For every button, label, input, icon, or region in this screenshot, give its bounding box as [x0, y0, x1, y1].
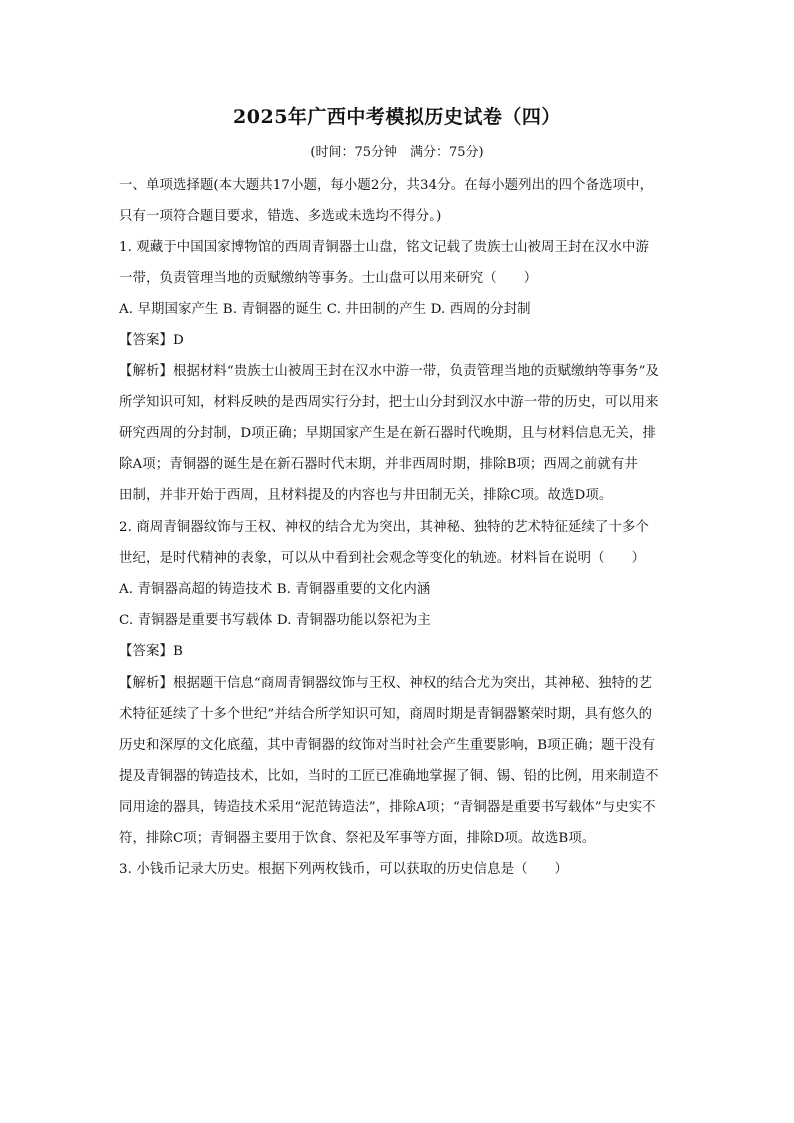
question-answer: 【答案】D — [119, 333, 184, 348]
question-stem-line: 3. 小钱币记录大历史。根据下列两枚钱币，可以获取的历史信息是（ ） — [119, 862, 569, 877]
question-explanation-line: 术特征延续了十多个世纪”并结合所学知识可知，商周时期是青铜器繁荣时期，具有悠久的 — [119, 707, 653, 722]
question-explanation-line: 符，排除C项；青铜器主要用于饮食、祭祀及军事等方面，排除D项。故选B项。 — [119, 831, 596, 846]
question-explanation-line: 所学知识可知，材料反映的是西周实行分封，把士山分封到汉水中游一带的历史，可以用来 — [119, 395, 659, 410]
question-explanation-line: 研究西周的分封制，D项正确；早期国家产生是在新石器时代晚期，且与材料信息无关，排 — [119, 426, 656, 441]
question-stem-line: 一带，负责管理当地的贡赋缴纳等事务。士山盘可以用来研究（ ） — [119, 271, 538, 286]
question-options-line: A. 青铜器高超的铸造技术 B. 青铜器重要的文化内涵 — [119, 582, 431, 597]
question-answer: 【答案】B — [119, 644, 183, 659]
question-explanation-line: 除A项；青铜器的诞生是在新石器时代末期，并非西周时期，排除B项；西周之前就有井 — [119, 457, 638, 472]
question-stem-line: 世纪，是时代精神的表象，可以从中看到社会观念等变化的轨迹。材料旨在说明（ ） — [119, 551, 646, 566]
question-stem-line: 1. 观藏于中国国家博物馆的西周青铜器士山盘，铭文记载了贵族士山被周王封在汉水中游 — [119, 240, 649, 255]
page-subtitle: (时间：75分钟 满分：75分) — [310, 145, 484, 160]
question-explanation-line: 同用途的器具，铸造技术采用“泥范铸造法”，排除A项；“青铜器是重要书写载体”与史实不 — [119, 800, 656, 815]
question-explanation-line: 【解析】根据题干信息“商周青铜器纹饰与王权、神权的结合尤为突出，其神秘、独特的艺 — [119, 676, 653, 691]
question-options-line: A. 早期国家产生 B. 青铜器的诞生 C. 井田制的产生 D. 西周的分封制 — [119, 302, 531, 317]
question-stem-line: 2. 商周青铜器纹饰与王权、神权的结合尤为突出，其神秘、独特的艺术特征延续了十多个 — [119, 520, 649, 535]
page-title: 2025年广西中考模拟历史试卷（四） — [233, 106, 561, 128]
question-explanation-line: 【解析】根据材料“贵族士山被周王封在汉水中游一带，负责管理当地的贡赋缴纳等事务”及 — [119, 364, 660, 379]
question-explanation-line: 历史和深厚的文化底蕴，其中青铜器的纹饰对当时社会产生重要影响，B项正确；题干没有 — [119, 738, 656, 753]
question-explanation-line: 田制，并非开始于西周，且材料提及的内容也与井田制无关，排除C项。故选D项。 — [119, 488, 613, 503]
section-header-line: 一、单项选择题(本大题共17小题，每小题2分，共34分。在每小题列出的四个备选项中， — [119, 178, 654, 193]
section-header-line: 只有一项符合题目要求，错选、多选或未选均不得分。) — [119, 209, 442, 224]
question-options-line: C. 青铜器是重要书写载体 D. 青铜器功能以祭祀为主 — [119, 613, 431, 628]
question-explanation-line: 提及青铜器的铸造技术，比如，当时的工匠已准确地掌握了铜、锡、铅的比例，用来制造不 — [119, 769, 659, 784]
